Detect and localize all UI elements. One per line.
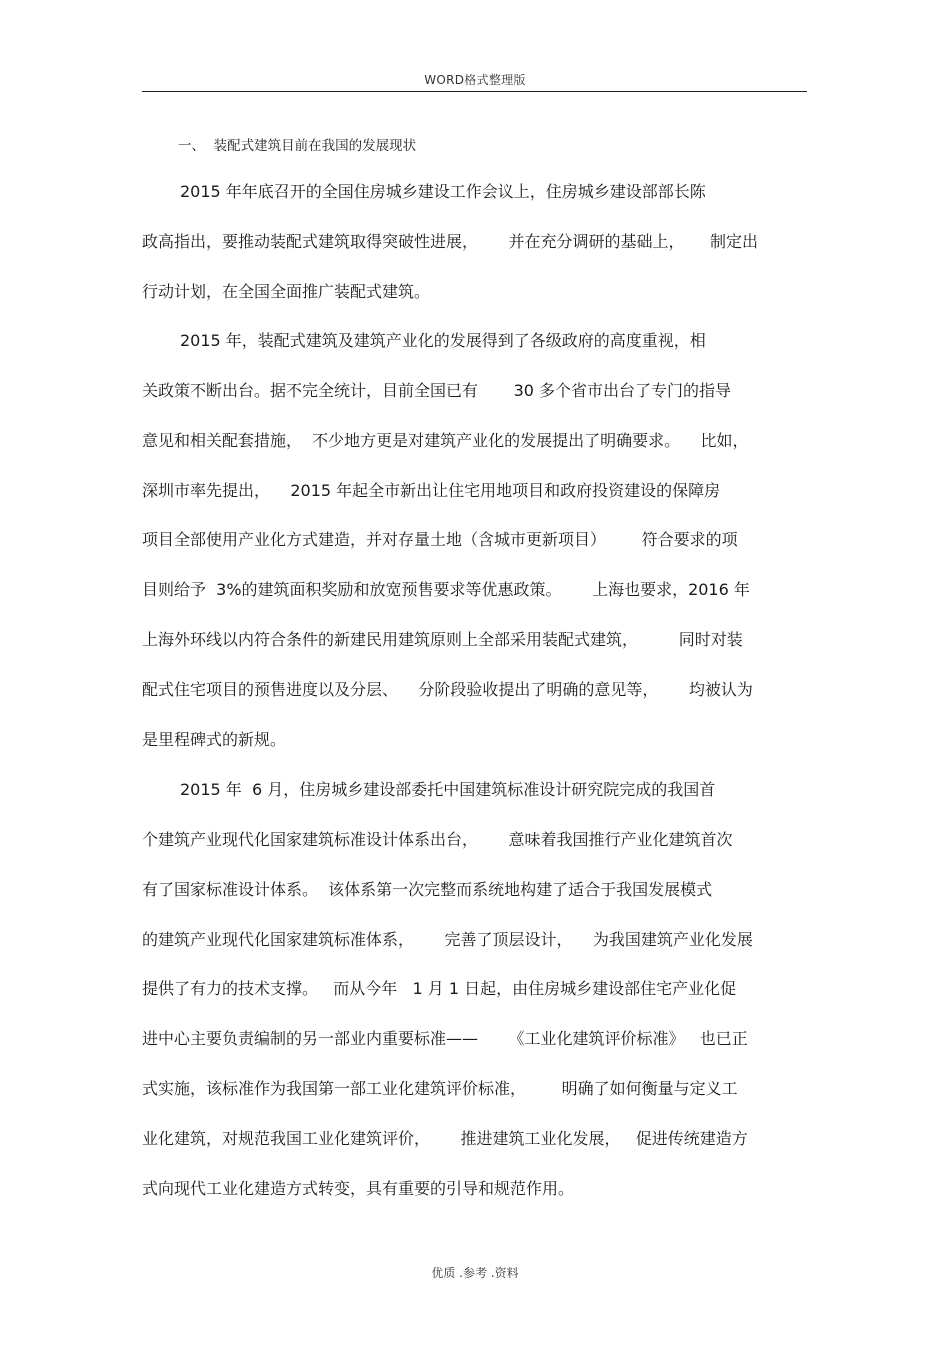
paragraph-line: 意见和相关配套措施， 不少地方更是对建筑产业化的发展提出了明确要求。 比如， xyxy=(142,431,749,450)
paragraph-line: 业化建筑，对规范我国工业化建筑评价， 推进建筑工业化发展， 促进传统建造方 xyxy=(142,1129,748,1148)
paragraph-line: 深圳市率先提出， 2015 年起全市新出让住宅用地项目和政府投资建设的保障房 xyxy=(142,481,721,500)
page-header: WORD格式整理版 xyxy=(424,73,526,87)
paragraph-line: 提供了有力的技术支撑。 而从今年 1 月 1 日起，由住房城乡建设部住宅产业化促 xyxy=(142,979,737,998)
paragraph-line: 2015 年，装配式建筑及建筑产业化的发展得到了各级政府的高度重视，相 xyxy=(180,331,706,350)
paragraph-line: 进中心主要负责编制的另一部业内重要标准—— 《工业化建筑评价标准》 也已正 xyxy=(142,1029,748,1048)
paragraph-line: 行动计划，在全国全面推广装配式建筑。 xyxy=(142,282,431,301)
paragraph-line: 式实施，该标准作为我国第一部工业化建筑评价标准， 明确了如何衡量与定义工 xyxy=(142,1079,738,1098)
header-divider xyxy=(142,91,807,92)
paragraph-line: 目则给予 3%的建筑面积奖励和放宽预售要求等优惠政策。 上海也要求，2016 年 xyxy=(142,580,750,599)
paragraph-line: 个建筑产业现代化国家建筑标准设计体系出台， 意味着我国推行产业化建筑首次 xyxy=(142,830,733,849)
paragraph-line: 上海外环线以内符合条件的新建民用建筑原则上全部采用装配式建筑， 同时对装 xyxy=(142,630,743,649)
paragraph-line: 2015 年年底召开的全国住房城乡建设工作会议上，住房城乡建设部部长陈 xyxy=(180,182,706,201)
paragraph-line: 2015 年 6 月，住房城乡建设部委托中国建筑标准设计研究院完成的我国首 xyxy=(180,780,716,799)
paragraph-line: 项目全部使用产业化方式建造，并对存量土地（含城市更新项目） 符合要求的项 xyxy=(142,530,738,549)
page-footer: 优质 .参考 .资料 xyxy=(431,1266,519,1280)
paragraph-line: 是里程碑式的新规。 xyxy=(142,730,287,749)
paragraph-line: 配式住宅项目的预售进度以及分层、 分阶段验收提出了明确的意见等， 均被认为 xyxy=(142,680,753,699)
paragraph-line: 有了国家标准设计体系。 该体系第一次完整而系统地构建了适合于我国发展模式 xyxy=(142,880,713,899)
paragraph-line: 关政策不断出台。据不完全统计，目前全国已有 30 多个省市出台了专门的指导 xyxy=(142,381,732,400)
paragraph-line: 的建筑产业现代化国家建筑标准体系， 完善了顶层设计， 为我国建筑产业化发展 xyxy=(142,930,753,949)
section-heading: 一、 装配式建筑目前在我国的发展现状 xyxy=(178,138,417,154)
paragraph-line: 式向现代工业化建造方式转变，具有重要的引导和规范作用。 xyxy=(142,1179,575,1198)
paragraph-line: 政高指出，要推动装配式建筑取得突破性进展， 并在充分调研的基础上， 制定出 xyxy=(142,232,758,251)
